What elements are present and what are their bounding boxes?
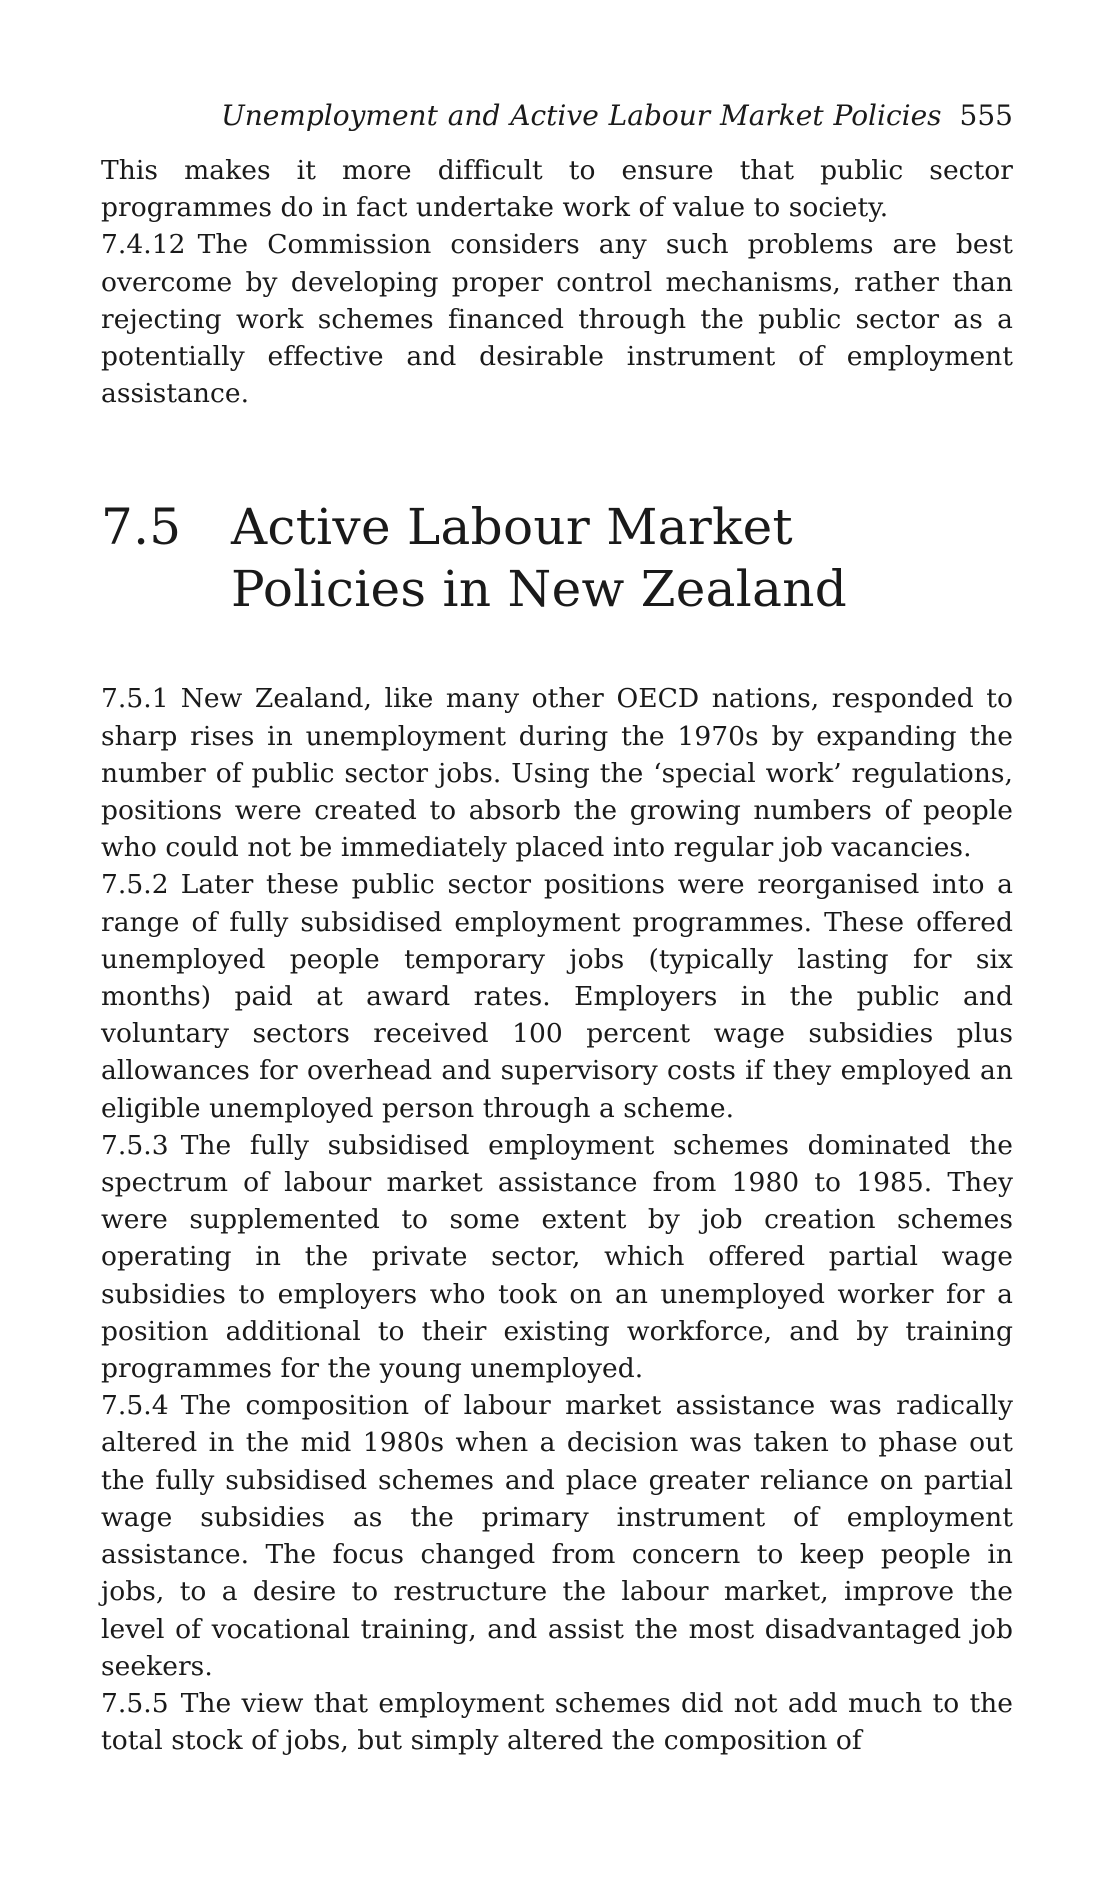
paragraph-number: 7.5.5 bbox=[101, 1687, 169, 1719]
paragraph-number: 7.5.1 bbox=[101, 683, 169, 715]
section-heading bbox=[101, 496, 1013, 620]
paragraph-text: The Commission considers any such problems are best overcome by developing proper control mechanisms, rather than rejecting work schemes financed through the public sector as a potentially effective and desirable instrument of employment assistance. bbox=[101, 229, 1013, 410]
document-page bbox=[101, 96, 1013, 1759]
paragraph-number: 7.5.4 bbox=[101, 1390, 169, 1422]
paragraph-7-5-1 bbox=[101, 680, 1013, 866]
paragraph-number: 7.5.3 bbox=[101, 1129, 169, 1161]
paragraph-7-5-2 bbox=[101, 866, 1013, 1126]
page-number: 555 bbox=[959, 99, 1013, 132]
paragraph-7-5-5 bbox=[101, 1685, 1013, 1759]
running-head bbox=[101, 96, 1013, 136]
paragraph-7-4-12 bbox=[101, 226, 1013, 412]
running-head-title: Unemployment and Active Labour Market Policies bbox=[221, 99, 942, 132]
paragraph-text: Later these public sector positions were reorganised into a range of fully subsidised employment programmes. These offered unemployed people temporary jobs (typically lasting for six months) paid at award rates. Employers in the public and voluntary sectors received 100 percent wage subsidies plus allowances for overhead and supervisory costs if they employed an eligible unemployed person through a scheme. bbox=[101, 869, 1013, 1124]
paragraph-number: 7.4.12 bbox=[101, 229, 186, 261]
paragraph-number: 7.5.2 bbox=[101, 869, 169, 901]
paragraph-continuation bbox=[101, 152, 1013, 226]
paragraph-7-5-3 bbox=[101, 1127, 1013, 1387]
section-number: 7.5 bbox=[101, 498, 182, 557]
paragraph-text: The composition of labour market assistance was radically altered in the mid 1980s when a decision was taken to phase out the fully subsidised schemes and place greater reliance on partial wage subsidies as the primary instrument of employment assistance. The focus changed from concern to keep people in jobs, to a desire to restructure the labour market, improve the level of vocational training, and assist the most disadvantaged job seekers. bbox=[101, 1390, 1013, 1682]
paragraph-text: New Zealand, like many other OECD nations, responded to sharp rises in unemployment during the 1970s by expanding the number of public sector jobs. Using the ‘special work’ regulations, positions were created to absorb the growing numbers of people who could not be immediately placed into regular job vacancies. bbox=[101, 683, 1013, 864]
paragraph-text: The fully subsidised employment schemes dominated the spectrum of labour market assistance from 1980 to 1985. They were supplemented to some extent by job creation schemes operating in the private sector, which offered partial wage subsidies to employers who took on an unemployed worker for a position additional to their existing workforce, and by training programmes for the young unemployed. bbox=[101, 1129, 1013, 1385]
paragraph-text: This makes it more difficult to ensure that public sector programmes do in fact undertake work of value to society. bbox=[101, 155, 1013, 224]
paragraph-7-5-4 bbox=[101, 1387, 1013, 1685]
paragraph-text: The view that employment schemes did not add much to the total stock of jobs, but simply altered the composition of bbox=[101, 1687, 1013, 1757]
section-title: Active Labour Market Policies in New Zealand bbox=[231, 498, 848, 619]
